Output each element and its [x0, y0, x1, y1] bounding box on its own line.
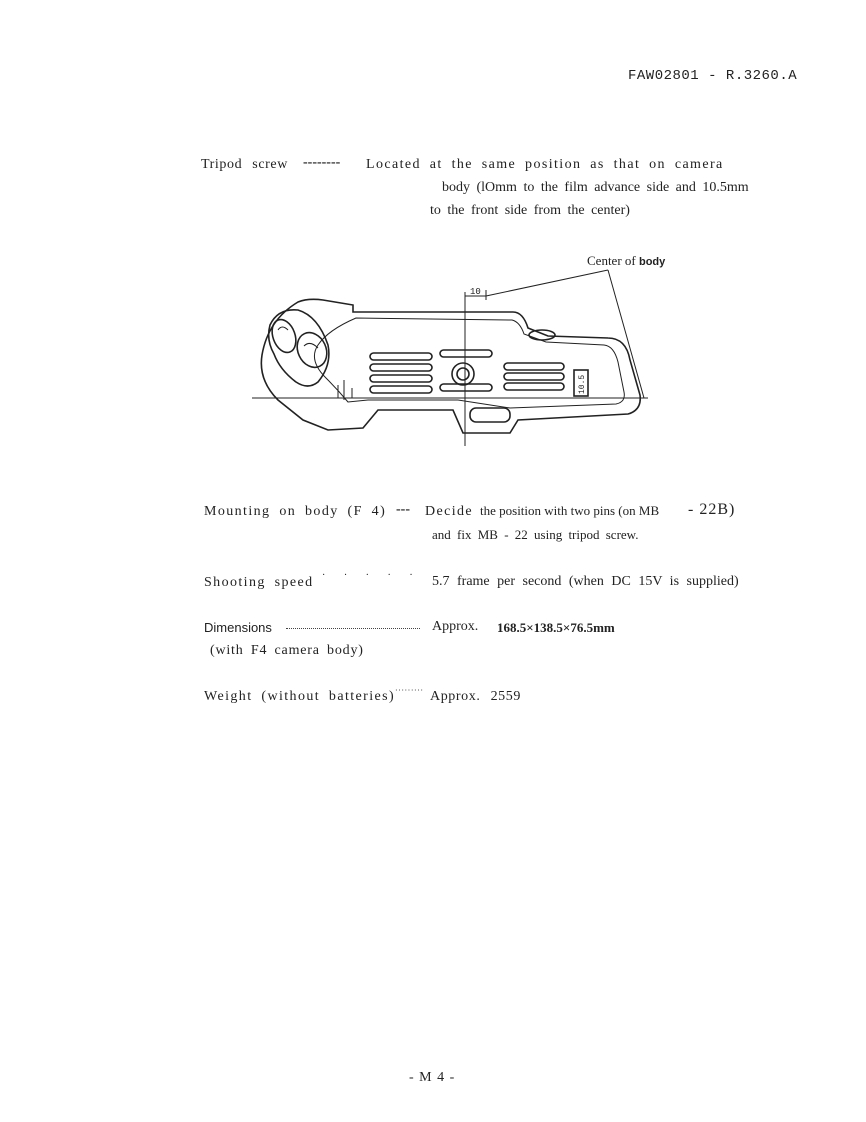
mounting-line-1-a: Decide — [425, 504, 474, 519]
shooting-speed-label: Shooting speed — [204, 575, 314, 590]
camera-bottom-diagram — [248, 250, 660, 450]
weight-leader: ········· — [395, 686, 424, 695]
weight-value: Approx. 2559 — [430, 689, 521, 704]
center-of-body-label — [587, 253, 665, 269]
tripod-screw-line-3: to the front side from the center) — [430, 203, 630, 218]
shooting-speed-leader: · · · · · — [322, 570, 421, 581]
mounting-line-1-b: the position with two pins (on MB — [480, 503, 660, 518]
shooting-speed-value: 5.7 frame per second (when DC 15V is supplied) — [432, 574, 739, 589]
dimension-10-label: 10 — [470, 287, 481, 297]
mounting-line-2: and fix MB - 22 using tripod screw. — [432, 527, 639, 542]
mounting-leader: --- — [396, 502, 410, 517]
dimensions-label: Dimensions — [204, 620, 272, 635]
tripod-screw-line-1: Located at the same position as that on camera — [366, 157, 724, 172]
camera-bottom-drawing — [248, 250, 660, 450]
tripod-screw-leader: -------- — [303, 155, 341, 170]
mounting-line-1-c: - 22B) — [688, 501, 736, 518]
page-number: - M 4 - — [409, 1070, 456, 1085]
dimensions-value: 168.5×138.5×76.5mm — [497, 620, 615, 635]
center-label-bold: body — [638, 256, 666, 268]
center-label-text: Center of — [587, 253, 636, 268]
document-reference: FAW02801 - R.3260.A — [628, 68, 798, 84]
tripod-screw-line-2: body (lOmm to the film advance side and 10.5mm — [442, 180, 749, 195]
dimensions-value-prefix: Approx. — [432, 619, 479, 634]
dimensions-sublabel: (with F4 camera body) — [210, 643, 364, 658]
mounting-label: Mounting on body (F 4) — [204, 504, 387, 519]
weight-label: Weight (without batteries) — [204, 689, 396, 704]
dimensions-leader — [286, 628, 420, 629]
tripod-screw-label: Tripod screw — [201, 157, 288, 172]
dimension-10-5-label: 10.5 — [578, 374, 587, 394]
